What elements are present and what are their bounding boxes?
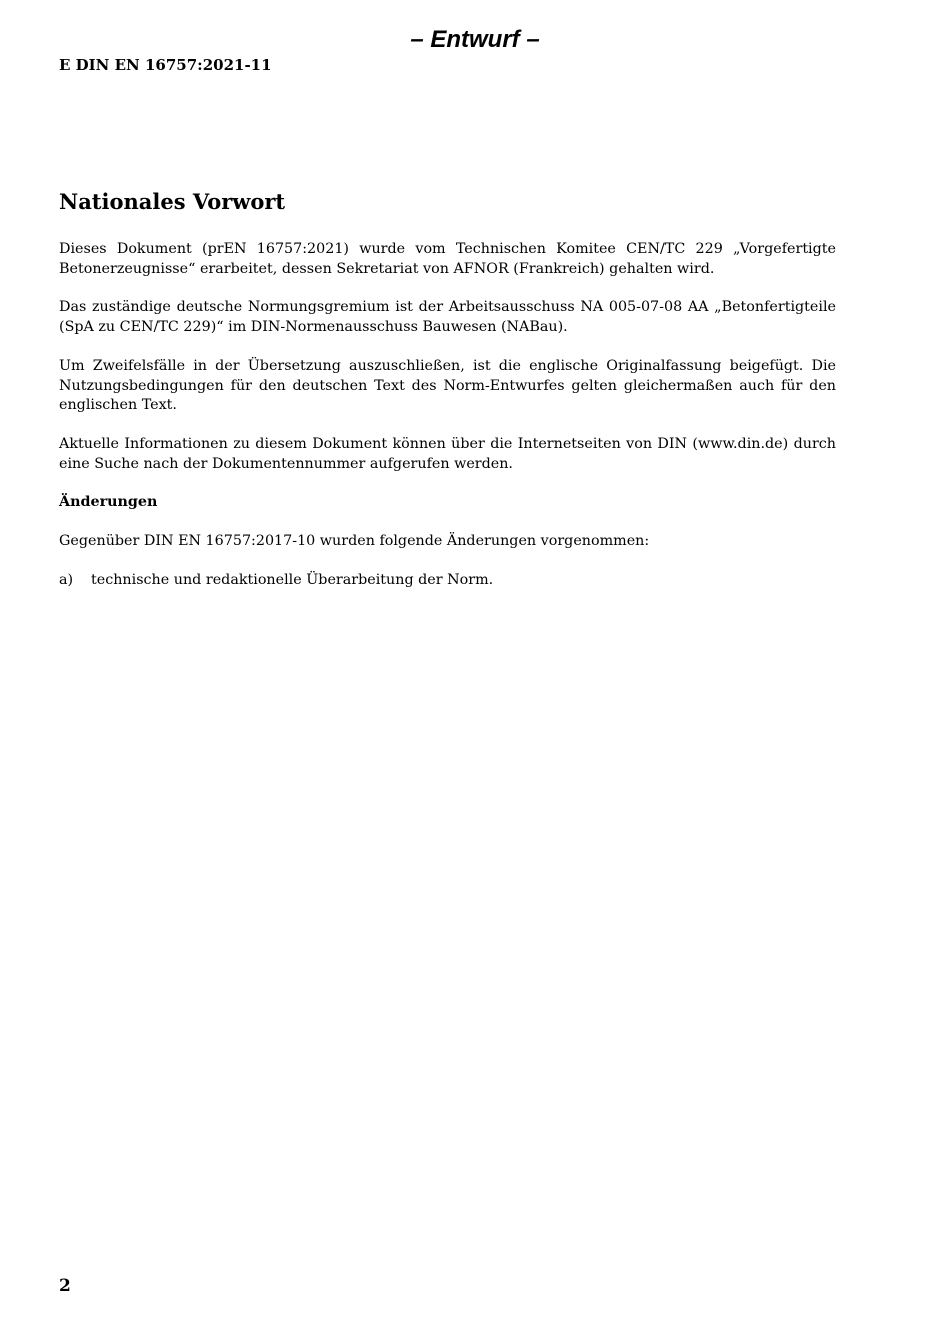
page-number: 2 (59, 1276, 71, 1296)
paragraph-information: Aktuelle Informationen zu diesem Dokument können über die Internetseiten von DIN (www.din.de) durch eine Suche nach der Dokumentennummer aufgerufen werden. (59, 436, 836, 472)
changes-intro: Gegenüber DIN EN 16757:2017-10 wurden folgende Änderungen vorgenommen: (59, 533, 650, 549)
changes-heading: Änderungen (59, 494, 158, 510)
list-marker: a) (59, 572, 74, 588)
draft-label: – Entwurf – (410, 26, 540, 53)
section-title: Nationales Vorwort (59, 189, 286, 214)
paragraph-translation: Um Zweifelsfälle in der Übersetzung auszuschließen, ist die englische Originalfassung beigefügt. Die Nutzungsbedingungen für den deutschen Text des Norm-Entwurfes gelten gleichermaßen auch für den englischen Text. (59, 358, 836, 413)
list-item-text: technische und redaktionelle Überarbeitung der Norm. (91, 572, 494, 588)
paragraph-standards-body: Das zuständige deutsche Normungsgremium ist der Arbeitsausschuss NA 005-07-08 AA „Betonfertigteile (SpA zu CEN/TC 229)“ im DIN-Normenausschuss Bauwesen (NABau). (59, 299, 836, 335)
paragraph-committee: Dieses Dokument (prEN 16757:2021) wurde vom Technischen Komitee CEN/TC 229 „Vorgefertigte Betonerzeugnisse“ erarbeitet, dessen Sekretariat von AFNOR (Frankreich) gehalten wird. (59, 241, 836, 277)
document-id: E DIN EN 16757:2021-11 (59, 56, 272, 74)
